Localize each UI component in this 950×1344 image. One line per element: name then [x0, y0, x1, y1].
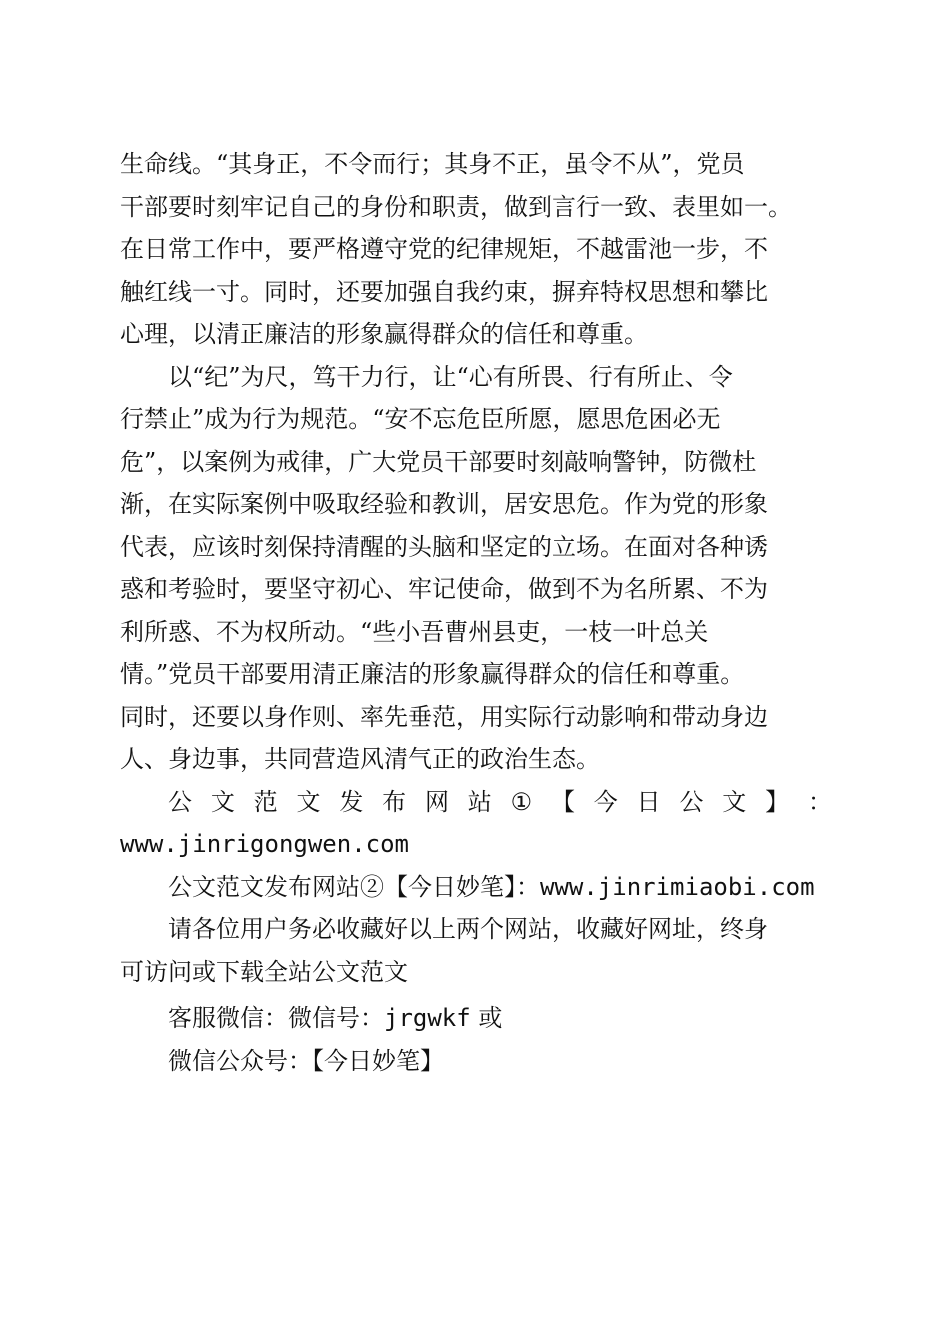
site2-label: 公文范文发布网站②【今日妙笔】：: [168, 872, 540, 901]
paragraph-2-line: 惑和考验时，要坚守初心、牢记使命，做到不为名所累、不为: [120, 575, 768, 603]
site1-char: 公: [679, 787, 704, 816]
paragraph-1: [120, 143, 832, 356]
paragraph-2-line: 情。”党员干部要用清正廉洁的形象赢得群众的信任和尊重。: [120, 660, 745, 688]
footer-section: [120, 781, 832, 1083]
site1-char: 日: [636, 787, 661, 816]
site1-heading: [120, 781, 832, 824]
paragraph-2-line: 人、身边事，共同营造风清气正的政治生态。: [120, 745, 600, 773]
wechat-line: [120, 997, 832, 1040]
paragraph-2-line: 代表，应该时刻保持清醒的头脑和坚定的立场。在面对各种诱: [120, 532, 768, 561]
wechat-id: jrgwkf: [384, 1004, 471, 1032]
wechat-label: 客服微信：微信号：: [168, 1004, 384, 1032]
paragraph-1-line: 干部要时刻牢记自己的身份和职责，做到言行一致、表里如一。: [120, 192, 792, 221]
paragraph-2-line: 利所惑、不为权所动。“些小吾曹州县吏，一枝一叶总关: [120, 617, 709, 646]
paragraph-1-line: 在日常工作中，要严格遵守党的纪律规矩，不越雷池一步，不: [120, 235, 768, 263]
site1-char: 网: [424, 787, 449, 816]
paragraph-1-line: 触红线一寸。同时，还要加强自我约束，摒弃特权思想和攀比: [120, 277, 768, 306]
site1-char: 范: [253, 787, 278, 816]
paragraph-1-line: 生命线。“其身正，不令而行；其身不正，虽令不从”，党员: [120, 150, 745, 178]
site1-char: 【: [550, 787, 575, 816]
site1-char: 站: [467, 787, 492, 816]
site1-char: 文: [296, 787, 321, 816]
site1-url[interactable]: www.jinrigongwen.com: [120, 830, 409, 858]
site1-char: 公: [168, 787, 192, 816]
paragraph-2-line: 危”，以案例为戒律，广大党员干部要时刻敲响警钟，防微杜: [120, 447, 757, 476]
notice-line: 请各位用户务必收藏好以上两个网站，收藏好网址，终身: [168, 915, 768, 943]
paragraph-2-line: 渐，在实际案例中吸取经验和教训，居安思危。作为党的形象: [120, 490, 768, 518]
paragraph-1-line: 心理，以清正廉洁的形象赢得群众的信任和尊重。: [120, 320, 648, 348]
notice-line: 可访问或下载全站公文范文: [120, 957, 408, 986]
paragraph-2-line: 以“纪”为尺，笃干力行，让“心有所畏、行有所止、令: [168, 362, 733, 391]
site1-char: 发: [339, 787, 364, 816]
paragraph-2-line: 行禁止”成为行为规范。“安不忘危臣所愿，愿思危困必无: [120, 405, 721, 433]
paragraph-2: [120, 356, 832, 781]
wechat-suffix: 或: [478, 1004, 503, 1032]
site2-url[interactable]: www.jinrimiaobi.com: [540, 872, 815, 901]
site1-char: ：: [807, 787, 832, 816]
official-account-line: 微信公众号：【今日妙笔】: [168, 1046, 444, 1075]
site1-char: ①: [510, 787, 533, 816]
site1-char: 文: [210, 787, 235, 816]
site2-line: [120, 866, 832, 909]
site1-char: 文: [722, 787, 747, 816]
paragraph-2-line: 同时，还要以身作则、率先垂范，用实际行动影响和带动身边: [120, 702, 768, 731]
site1-char: 布: [382, 787, 407, 816]
document-body: [120, 143, 832, 1082]
site1-char: 】: [765, 787, 790, 816]
site1-char: 今: [593, 787, 618, 816]
